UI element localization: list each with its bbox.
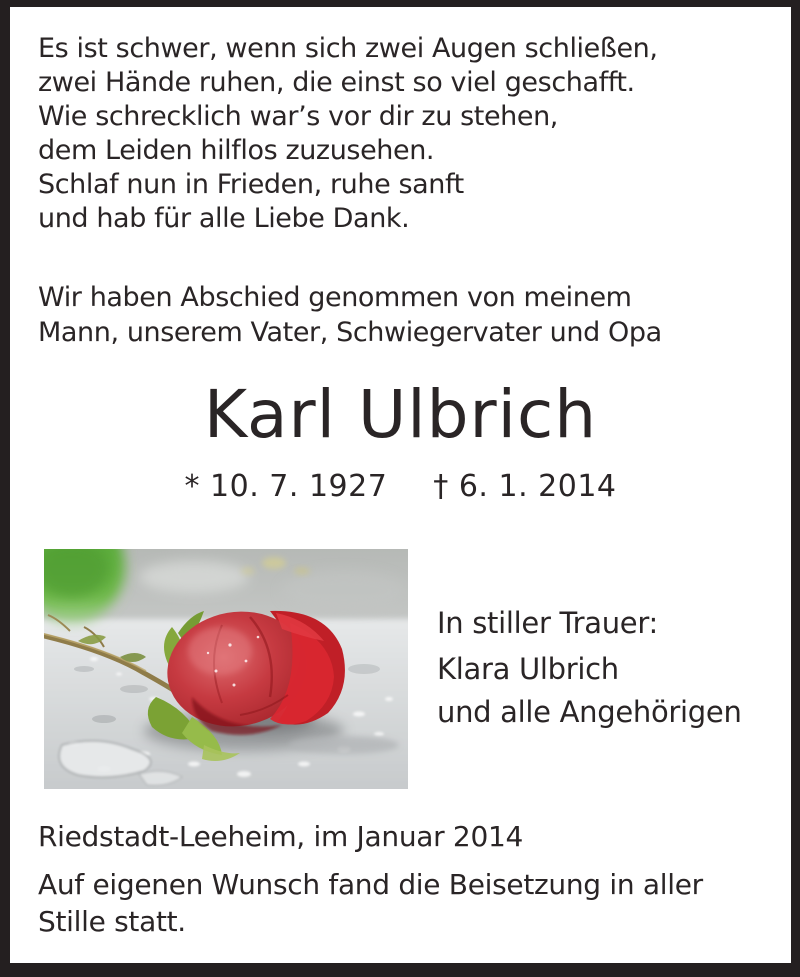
deceased-name: Karl Ulbrich: [203, 376, 598, 453]
intro-line: Wir haben Abschied genommen von meinem: [38, 282, 632, 313]
birth-date: * 10. 7. 1927: [184, 469, 388, 504]
farewell-intro: [38, 280, 662, 350]
notice-line: Auf eigenen Wunsch fand die Beisetzung in aller: [38, 868, 703, 901]
notice-line: Stille statt.: [38, 905, 186, 938]
memorial-photo: [44, 549, 408, 789]
burial-notice: [38, 866, 703, 940]
poem-line: zwei Hände ruhen, die einst so viel geschafft.: [38, 67, 635, 98]
intro-line: Mann, unserem Vater, Schwiegervater und Opa: [38, 317, 662, 348]
poem-line: Es ist schwer, wenn sich zwei Augen schließen,: [38, 33, 658, 64]
rose-photo-illustration: [44, 549, 408, 789]
death-date: † 6. 1. 2014: [433, 469, 617, 504]
poem-line: dem Leiden hilflos zuzusehen.: [38, 135, 435, 166]
life-dates: [10, 469, 791, 505]
place-date-line: Riedstadt-Leeheim, im Januar 2014: [38, 820, 523, 853]
poem-line: Wie schrecklich war’s vor dir zu stehen,: [38, 101, 558, 132]
mourners-relatives: und alle Angehörigen: [437, 695, 742, 729]
poem-line: und hab für alle Liebe Dank.: [38, 203, 410, 234]
mourner-name: Klara Ulbrich: [437, 652, 619, 686]
mourners-block: [437, 602, 742, 734]
poem-line: Schlaf nun in Frieden, ruhe sanft: [38, 169, 464, 200]
mourners-heading: In stiller Trauer:: [437, 606, 658, 640]
poem: [38, 32, 658, 236]
